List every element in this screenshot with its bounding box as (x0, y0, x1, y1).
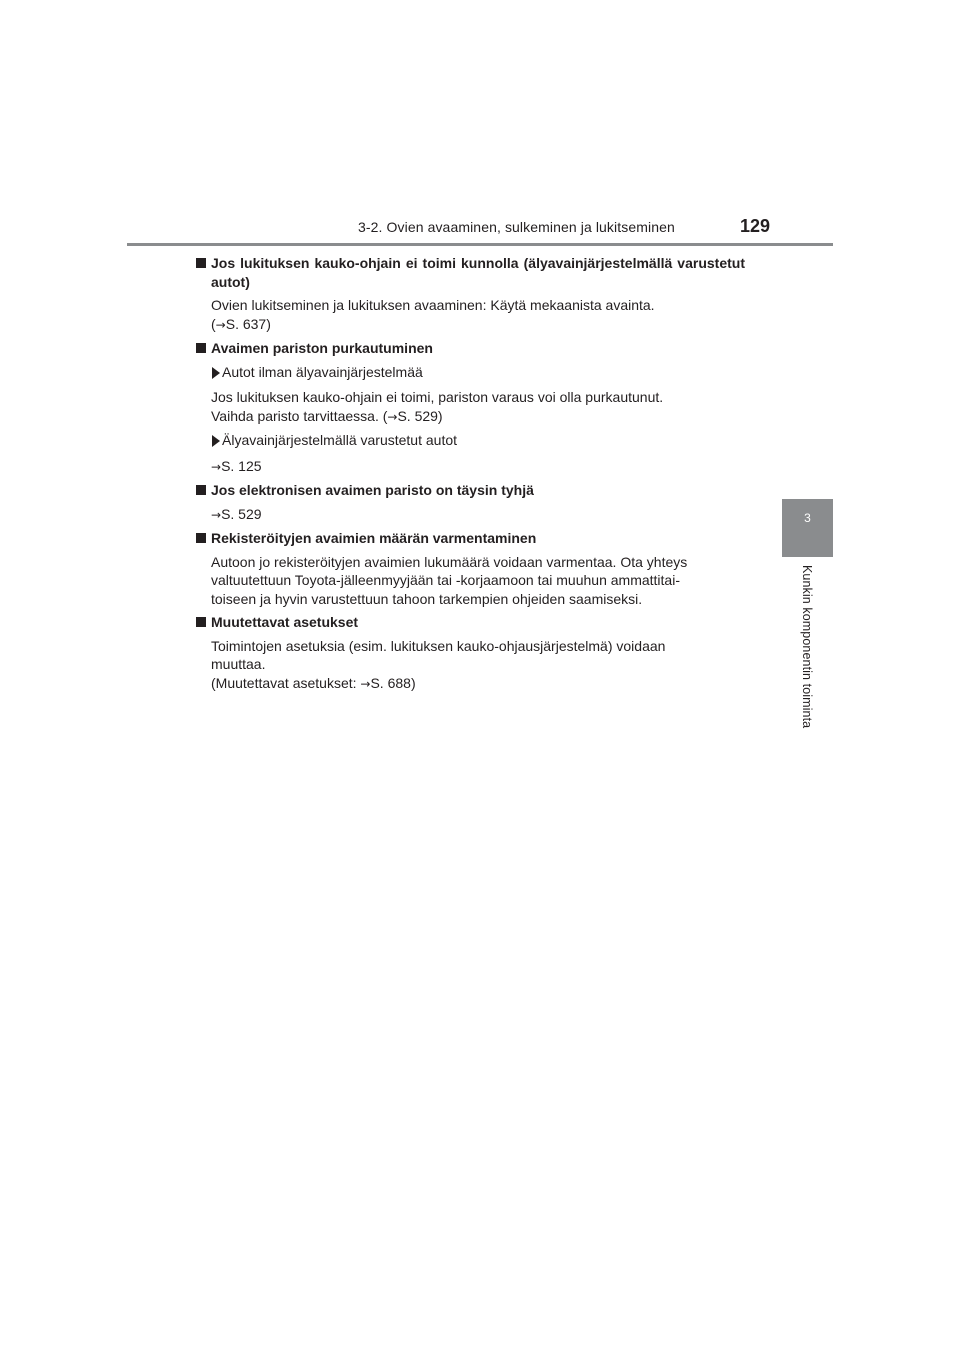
chapter-number: 3 (804, 511, 811, 525)
heading-text: Avaimen pariston purkautuminen (211, 340, 433, 356)
text-line: valtuutettuun Toyota-jälleenmyyjään tai -korjaamoon tai muuhun ammattitai- (211, 572, 680, 588)
sub-item-label: Älyavainjärjestelmällä varustetut autot (222, 432, 458, 448)
section-customizable-settings (211, 613, 745, 693)
paragraph (211, 388, 745, 426)
section-electronic-key (211, 481, 745, 524)
heading-text: Jos elektronisen avaimen paristo on täysin tyhjä (211, 482, 534, 498)
section-heading (196, 339, 745, 358)
text-line: muuttaa. (211, 656, 266, 672)
heading-text: Muutettavat asetukset (211, 614, 359, 630)
header-divider (127, 243, 833, 246)
ref-prefix: Vaihda paristo tarvittaessa. ( (211, 407, 388, 424)
heading-text: Jos lukituksen kauko-ohjain ei toimi kunnolla (älyavainjärjestelmällä varustetut autot) (211, 255, 745, 290)
page-reference (211, 407, 745, 427)
chapter-title: Kunkin komponentin toiminta (800, 565, 814, 729)
arrow-icon: → (215, 317, 226, 332)
triangle-bullet-icon (212, 435, 220, 447)
text-line: Jos lukituksen kauko-ohjain ei toimi, pariston varaus voi olla purkautunut. (211, 389, 664, 405)
arrow-icon: → (211, 507, 222, 522)
ref-text: S. 688) (370, 674, 416, 691)
ref-text: S. 529) (397, 407, 443, 424)
page-number: 129 (740, 216, 771, 236)
ref-text: S. 125 (221, 457, 262, 474)
arrow-icon: → (211, 459, 222, 474)
paragraph (211, 637, 745, 694)
square-bullet-icon (196, 343, 206, 353)
text-line: Ovien lukitseminen ja lukituksen avaaminen: Käytä mekaanista avainta. (211, 297, 655, 313)
sub-item-label: Autot ilman älyavainjärjestelmää (222, 363, 423, 380)
page-content (211, 254, 745, 698)
section-battery-depletion (211, 339, 745, 476)
ref-paren: ( (211, 315, 216, 332)
section-registered-keys (211, 529, 745, 608)
section-header-title: 3-2. Ovien avaaminen, sulkeminen ja lukitseminen (358, 219, 675, 235)
page-reference (211, 457, 745, 477)
square-bullet-icon (196, 617, 206, 627)
ref-text: S. 529 (221, 505, 262, 522)
section-heading (196, 481, 745, 500)
section-heading (196, 529, 745, 548)
page-reference (211, 315, 745, 335)
page-reference (211, 505, 745, 525)
text-line: toiseen ja hyvin varustettuun tahoon tarkempien ohjeiden saamiseksi. (211, 590, 643, 607)
square-bullet-icon (196, 258, 206, 268)
section-remote-control (211, 254, 745, 334)
square-bullet-icon (196, 485, 206, 495)
page-reference (211, 674, 745, 694)
sub-item-smart-key (211, 431, 745, 450)
triangle-bullet-icon (212, 367, 220, 379)
text-line: Toimintojen asetuksia (esim. lukituksen kauko-ohjausjärjestelmä) voidaan (211, 637, 666, 654)
arrow-icon: → (387, 409, 398, 424)
square-bullet-icon (196, 533, 206, 543)
sub-item-no-smart-key (211, 363, 745, 382)
chapter-tab (782, 499, 833, 557)
heading-text: Rekisteröityjen avaimien määrän varmentaminen (211, 530, 537, 546)
ref-prefix: (Muutettavat asetukset: (211, 674, 361, 691)
section-heading (196, 254, 745, 291)
paragraph (211, 296, 745, 334)
ref-text: S. 637) (225, 315, 271, 332)
text-line: Autoon jo rekisteröityjen avaimien lukumäärä voidaan varmentaa. Ota yhteys (211, 553, 688, 570)
section-heading (196, 613, 745, 632)
arrow-icon: → (360, 676, 371, 691)
paragraph (211, 553, 745, 609)
